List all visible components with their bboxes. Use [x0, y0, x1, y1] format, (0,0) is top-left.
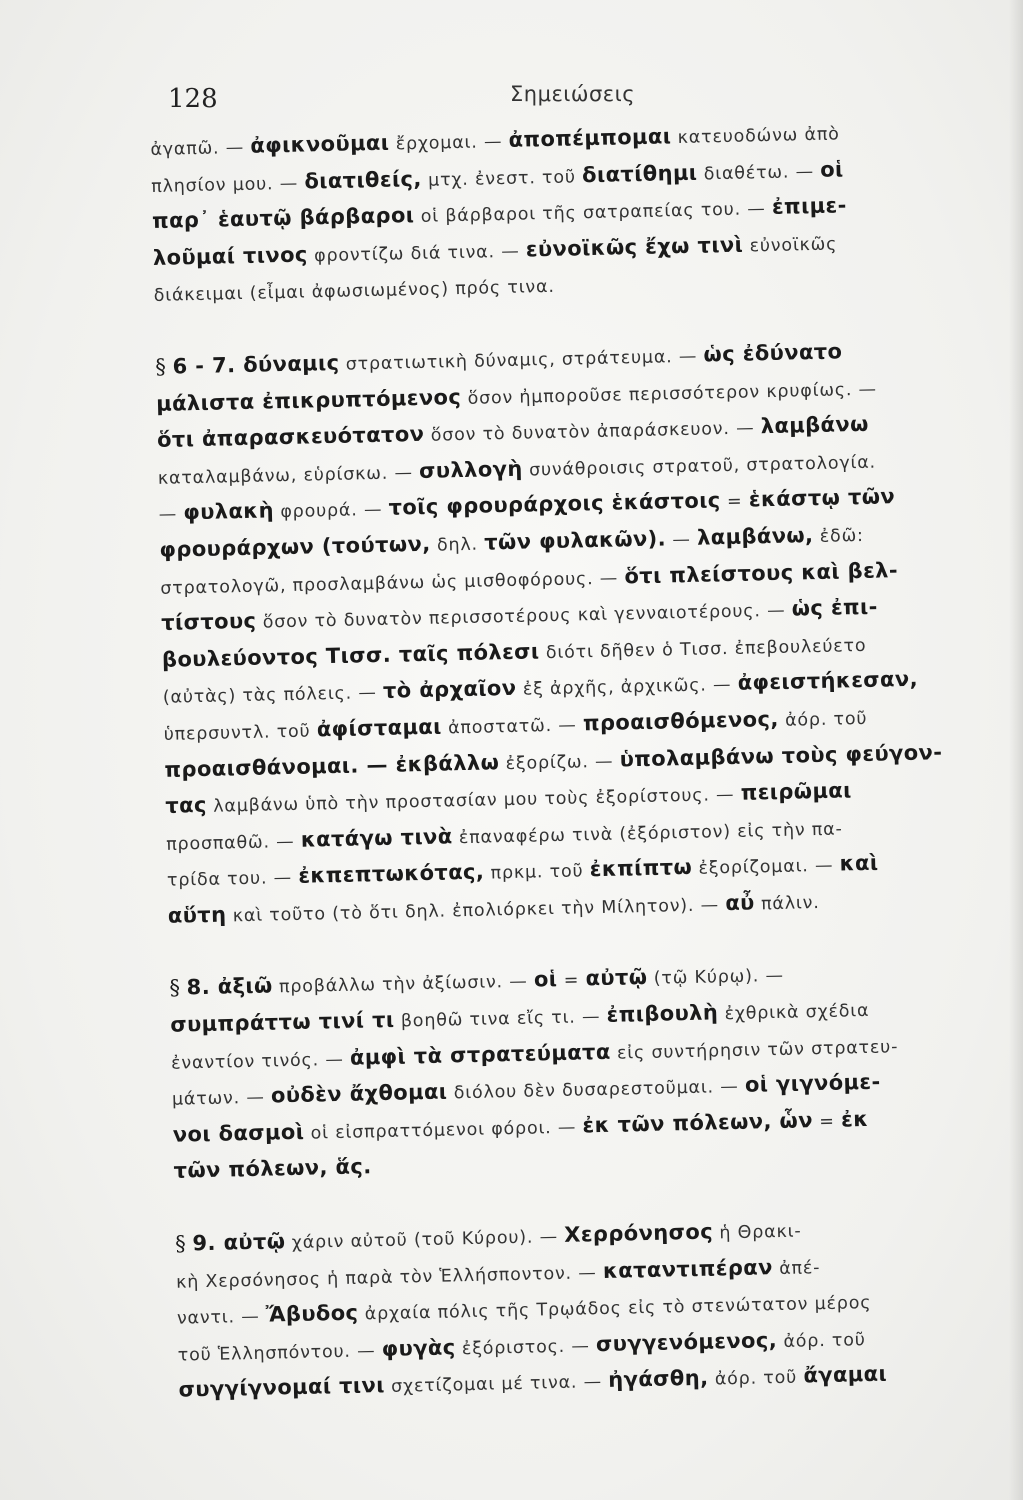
gloss-text: δηλ. — [430, 534, 485, 556]
gloss-text: στρατολογῶ, προσλαμβάνω ὡς μισθοφόρους. — — [160, 567, 625, 599]
lemma-term: πειρῶμαι — [740, 778, 852, 805]
lemma-term: παρ᾽ ἑαυτῷ βάρβαροι — [151, 203, 415, 234]
gloss-text: εἰς συντήρησιν τῶν στρατευ- — [610, 1036, 899, 1064]
lemma-term: αὕτη — [167, 902, 227, 928]
lemma-term: προαισθάνομαι. — ἐκβάλλω — [164, 749, 500, 782]
notes-paragraph — [175, 1206, 1023, 1408]
lemma-term: οἱ γιγνόμε- — [744, 1069, 881, 1097]
lemma-term: συγγενόμενος, — [595, 1327, 778, 1357]
lemma-term: αὖ — [725, 890, 755, 916]
gloss-text: ἀποστατῶ. — — [441, 715, 584, 739]
lemma-term: μάλιστα ἐπικρυπτόμενος — [155, 384, 462, 416]
lemma-term: ἐπιμε- — [771, 193, 847, 220]
gloss-text: χάριν αὐτοῦ (τοῦ Κύρου). — — [285, 1226, 565, 1254]
gloss-text: διάκειμαι (εἶμαι ἀφωσιωμένος) πρός τινα. — [153, 277, 555, 307]
lemma-term: 6 - 7. δύναμις — [172, 350, 340, 379]
gloss-text: οἱ βάρβαροι τῆς σατραπείας του. — — [414, 199, 773, 228]
gloss-text: πάλιν. — [754, 892, 820, 915]
lemma-term: συλλογὴ — [418, 456, 523, 483]
gloss-text: ἐχθρικὰ σχέδια — [718, 1000, 870, 1025]
gloss-text: καταλαμβάνω, εὑρίσκω. — — [157, 462, 420, 489]
gloss-text: ἀρχαία πόλις τῆς Τρῳάδος εἰς τὸ στενώτατον μέρος — [358, 1293, 872, 1325]
gloss-text: ἐναντίον τινός. — — [170, 1049, 351, 1074]
gloss-text: ἐξορίζομαι. — — [691, 855, 840, 880]
notes-paragraph — [150, 110, 1014, 312]
gloss-text: κατευοδώνω ἀπὸ — [671, 124, 840, 149]
gloss-text: ἐξ ἀρχῆς, ἀρχικῶς. — — [516, 675, 738, 701]
lemma-term: διατίθημι — [581, 160, 698, 187]
gloss-text: ὅσον ἠμποροῦσε περισσότερον κρυφίως. — — [460, 379, 878, 409]
lemma-term: Χερρόνησος — [563, 1219, 714, 1247]
lemma-term: ἐκ — [840, 1106, 869, 1132]
lemma-term: συμπράττω τινί τι — [170, 1007, 395, 1037]
gloss-text: = — [812, 1111, 842, 1133]
lemma-term: ἐκπίπτω — [589, 855, 693, 882]
gloss-text: διαθέτω. — — [697, 161, 821, 185]
lemma-term: φυλακὴ — [183, 498, 275, 525]
gloss-text: ἐδῶ: — [813, 525, 864, 547]
lemma-term: οἱ — [819, 156, 844, 182]
gloss-text: ἡ Θρακι- — [712, 1221, 802, 1244]
page-edge-shadow — [1009, 0, 1023, 1500]
lemma-term: ἀφειστήκεσαν, — [737, 667, 919, 696]
gloss-text: διόλου δὲν δυσαρεστοῦμαι. — — [447, 1077, 746, 1104]
gloss-text: ὅσον τὸ δυνατὸν περισσοτέρους καὶ γενναιοτέρους. — — [256, 600, 792, 633]
gloss-text: τοῦ Ἑλλησπόντου. — — [177, 1340, 383, 1366]
gloss-text: τρίδα του. — — [166, 868, 299, 892]
lemma-term: ὅτι πλείστους καὶ βελ- — [624, 557, 899, 588]
gloss-text: βοηθῶ τινα εἴς τι. — — [394, 1006, 607, 1032]
lemma-term: προαισθόμενος, — [582, 706, 779, 736]
gloss-text: ὑπερσυντλ. τοῦ — [163, 721, 318, 745]
lemma-term: 8. ἀξιῶ — [186, 973, 273, 1000]
lemma-term: καὶ — [839, 850, 879, 876]
gloss-text: ἐξορίζω. — — [499, 751, 620, 774]
lemma-term: ἐκ τῶν πόλεων, ὧν — [582, 1108, 814, 1138]
section-mark: § — [175, 1231, 193, 1256]
gloss-text: ἀόρ. τοῦ — [776, 1329, 866, 1352]
gloss-text: λαμβάνω ὑπὸ τὴν προστασίαν μου τοὺς ἐξορίστους. — — [206, 784, 741, 817]
lemma-term: νοι δασμοὶ — [172, 1119, 305, 1147]
gloss-text: ἀόρ. τοῦ — [708, 1367, 804, 1391]
lemma-term: τῶν πόλεων, ἅς. — [173, 1154, 372, 1184]
lemma-term: ὑπολαμβάνω τοὺς φεύγον- — [619, 739, 943, 772]
lemma-term: ὅτι ἀπαρασκευότατον — [156, 422, 425, 453]
lemma-term: φρουράρχων (τούτων, — [159, 531, 431, 562]
lemma-term: τας — [165, 792, 208, 818]
lemma-term: ἐπιβουλὴ — [606, 1000, 719, 1027]
lemma-term: τοῖς φρουράρχοις ἑκάστοις — [388, 488, 721, 521]
page-header — [168, 78, 858, 118]
gloss-text: ἔρχομαι. — — [389, 131, 509, 155]
gloss-text: ἀόρ. τοῦ — [778, 708, 868, 731]
lemma-term: φυγὰς — [381, 1335, 456, 1361]
gloss-text: πρκμ. τοῦ — [484, 861, 590, 884]
notes-paragraph — [169, 951, 1023, 1190]
lemma-term: Ἄβυδος — [265, 1300, 359, 1327]
gloss-text: μάτων. — — [171, 1087, 272, 1110]
lemma-term: λαμβάνω, — [696, 522, 814, 550]
gloss-text: μτχ. ἐνεστ. τοῦ — [421, 166, 583, 191]
gloss-text: ἐπαναφέρω τινὰ (ἐξόριστον) εἰς τὴν πα- — [452, 819, 843, 849]
lemma-term: καταντιπέραν — [602, 1254, 774, 1283]
lemma-term: οἱ — [533, 967, 558, 992]
lemma-term: εὐνοϊκῶς ἔχω τινὶ — [525, 232, 744, 262]
lemma-term: οὐδὲν ἄχθομαι — [270, 1079, 448, 1108]
gloss-text: στρατιωτικὴ δύναμις, στράτευμα. — — [339, 346, 704, 375]
lemma-term: τῶν φυλακῶν). — [483, 526, 667, 555]
notes-paragraph — [155, 329, 1023, 934]
gloss-text: (αὐτὰς) τὰς πόλεις. — — [162, 683, 384, 709]
gloss-text: ἀγαπῶ. — — [150, 137, 251, 160]
lemma-term: 9. αὐτῷ — [192, 1229, 286, 1256]
lemma-term: ὡς ἐπι- — [791, 594, 878, 621]
lemma-term: ἀποπέμπομαι — [508, 124, 672, 152]
gloss-text: — — [665, 529, 698, 551]
gloss-text: φρουρά. — — [273, 500, 389, 523]
gloss-text: ἐξόριστος. — — [455, 1336, 597, 1360]
lemma-term: ἀφίσταμαι — [316, 714, 442, 742]
lemma-term: τίστους — [160, 608, 257, 635]
lemma-term: ὡς ἐδύνατο — [703, 339, 843, 367]
lemma-term: ἑκάστῳ τῶν — [748, 484, 896, 512]
lemma-term: κατάγω τινὰ — [300, 824, 453, 852]
lemma-term: ἠγάσθη, — [608, 1366, 709, 1393]
lemma-term: λαμβάνω — [760, 411, 869, 439]
gloss-text: εὐνοϊκῶς — [742, 234, 838, 257]
section-mark: § — [155, 354, 173, 379]
lemma-term: ἀφικνοῦμαι — [250, 130, 390, 158]
section-mark: § — [169, 975, 187, 1001]
gloss-text: προσπαθῶ. — — [165, 831, 302, 855]
gloss-text: ὅσον τὸ δυνατὸν ἀπαράσκευον. — — [424, 418, 761, 447]
gloss-text: — — [158, 504, 184, 526]
lemma-term: τὸ ἀρχαῖον — [382, 676, 517, 704]
lemma-term: ἐκπεπτωκότας, — [298, 859, 485, 889]
gloss-text: = — [557, 970, 586, 992]
page-number: 128 — [168, 84, 218, 114]
lemma-term: συγγίγνομαί τινι — [178, 1373, 386, 1403]
gloss-text: οἱ εἰσπραττόμενοι φόροι. — — [304, 1117, 583, 1144]
gloss-text: σχετίζομαι μέ τινα. — — [384, 1372, 609, 1398]
lemma-term: διατιθείς, — [304, 166, 423, 194]
gloss-text: φροντίζω διά τινα. — — [307, 241, 527, 267]
lemma-term: λοῦμαί τινος — [152, 242, 308, 270]
lemma-term: αὐτῷ — [585, 965, 648, 991]
notes-body — [150, 110, 1023, 1444]
lemma-term: ἄγαμαι — [803, 1362, 888, 1388]
gloss-text: (τῷ Κύρῳ). — — [647, 966, 785, 990]
lemma-term: βουλεύοντος Τισσ. ταῖς πόλεσι — [161, 639, 540, 672]
gloss-text: διότι δῆθεν ὁ Τισσ. ἐπεβουλεύετο — [539, 635, 867, 664]
gloss-text: πλησίον μου. — — [151, 173, 305, 197]
gloss-text: ἀπέ- — [772, 1257, 821, 1279]
lemma-term: ἀμφὶ τὰ στρατεύματα — [349, 1039, 611, 1070]
gloss-text: συνάθροισις στρατοῦ, στρατολογία. — [522, 452, 877, 481]
running-head: Σημειώσεις — [510, 82, 636, 106]
gloss-text: ναντι. — — [176, 1306, 267, 1329]
gloss-text: προβάλλω τὴν ἀξίωσιν. — — [272, 971, 535, 998]
gloss-text: καὶ τοῦτο (τὸ ὅτι δηλ. ἐπολιόρκει τὴν Μίλητον). — — [226, 895, 726, 927]
gloss-text: = — [720, 491, 750, 513]
gloss-text: κὴ Χερσόνησος ἡ παρὰ τὸν Ἑλλήσποντον. — — [175, 1262, 604, 1293]
